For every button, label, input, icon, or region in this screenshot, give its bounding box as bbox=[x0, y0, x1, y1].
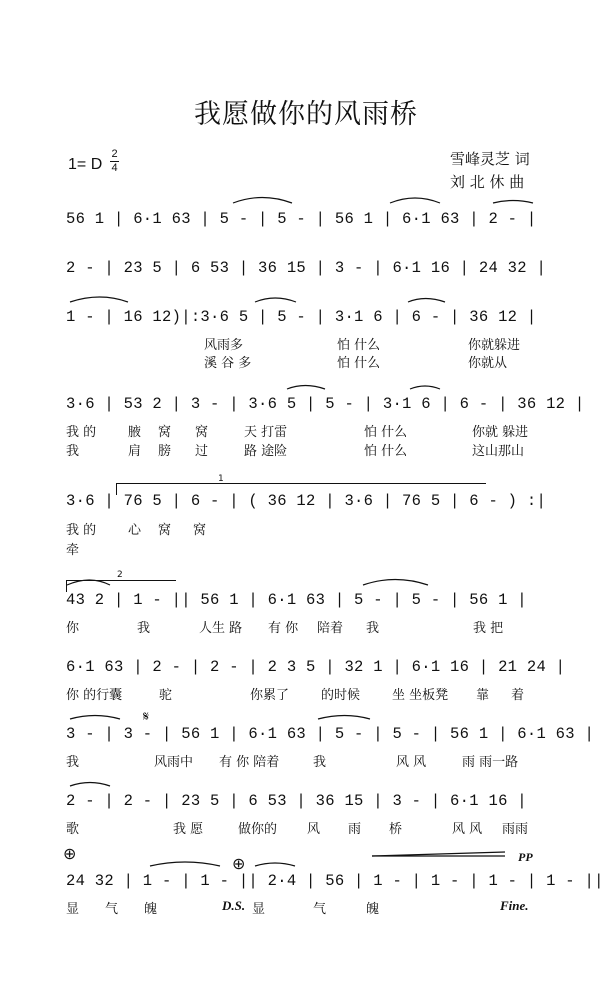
lyric: 怕 什么 bbox=[364, 444, 408, 459]
time-sig-top: 2 bbox=[111, 148, 118, 160]
lyric: 我 bbox=[137, 621, 151, 636]
lyric: 心 bbox=[128, 523, 142, 538]
lyric: 过 bbox=[195, 444, 209, 459]
lyric: 陪着 bbox=[317, 621, 344, 636]
lyric: 窝 bbox=[158, 523, 172, 538]
volta-1-label: 1 bbox=[218, 474, 224, 484]
lyricist: 雪峰灵芝 词 bbox=[450, 150, 530, 168]
lyric: 你就 躲进 bbox=[472, 425, 529, 440]
lyric: 溪 谷 多 bbox=[204, 356, 252, 371]
lyric: 你就躲进 bbox=[468, 338, 521, 353]
system-8-notes: 3 - | 3 - | 56 1 | 6·1 63 | 5 - | 5 - | 56 1 | 6·1 63 | bbox=[66, 725, 595, 743]
lyric: 雨 bbox=[348, 822, 362, 837]
lyric: 你累了 bbox=[250, 688, 290, 703]
system-10-notes: 24 32 | 1 - | 1 - || 2·4 | 56 | 1 - | 1 - | 1 - | 1 - || bbox=[66, 872, 604, 890]
lyric: 我 bbox=[66, 755, 80, 770]
lyric: 我 把 bbox=[473, 621, 504, 636]
lyric: 人生 路 bbox=[199, 621, 243, 636]
system-1-notes: 56 1 | 6·1 63 | 5 - | 5 - | 56 1 | 6·1 63 | 2 - | bbox=[66, 210, 537, 228]
lyric: 有 你 bbox=[268, 621, 299, 636]
lyric: 我 bbox=[66, 444, 80, 459]
lyric: 窝 bbox=[158, 425, 172, 440]
lyric: 靠 bbox=[476, 688, 490, 703]
slur bbox=[318, 716, 370, 720]
system-3-notes: 1 - | 16 12)|:3·6 5 | 5 - | 3·1 6 | 6 - | 36 12 | bbox=[66, 308, 537, 326]
lyric: 气 bbox=[313, 902, 327, 917]
lyric: 坐 坐板凳 bbox=[392, 688, 449, 703]
lyric: 腋 bbox=[128, 425, 142, 440]
lyric: 我 的 bbox=[66, 425, 97, 440]
lyric: 路 途险 bbox=[244, 444, 288, 459]
song-title: 我愿做你的风雨桥 bbox=[194, 99, 418, 130]
lyric: 做你的 bbox=[238, 822, 278, 837]
lyric: 的时候 bbox=[321, 688, 361, 703]
lyric: 这山那山 bbox=[472, 444, 525, 459]
volta-2-label: 2 bbox=[117, 570, 123, 580]
system-7-notes: 6·1 63 | 2 - | 2 - | 2 3 5 | 32 1 | 6·1 16 | 21 24 | bbox=[66, 658, 566, 676]
system-5-notes: 3·6 | 76 5 | 6 - | ( 36 12 | 3·6 | 76 5 | 6 - ) :| bbox=[66, 492, 547, 510]
lyric: 风 风 bbox=[452, 822, 483, 837]
lyric: 风 风 bbox=[396, 755, 427, 770]
segno-icon: 𝄋 bbox=[143, 709, 150, 725]
lyric: 怕 什么 bbox=[337, 338, 381, 353]
slur bbox=[408, 299, 445, 303]
key-signature: 1= D bbox=[68, 156, 103, 173]
lyric: 窝 bbox=[195, 425, 209, 440]
slur bbox=[70, 716, 120, 720]
lyric: 着 bbox=[511, 688, 525, 703]
lyric: 窝 bbox=[193, 523, 207, 538]
lyric: 你就从 bbox=[468, 356, 508, 371]
lyric: 雨 雨一路 bbox=[462, 755, 519, 770]
lyric: 魄 bbox=[144, 902, 158, 917]
ds-mark: D.S. bbox=[222, 898, 246, 913]
slur bbox=[363, 580, 428, 586]
slur bbox=[255, 863, 295, 866]
composer: 刘 北 休 曲 bbox=[450, 173, 525, 191]
system-9-notes: 2 - | 2 - | 23 5 | 6 53 | 36 15 | 3 - | 6·1 16 | bbox=[66, 792, 527, 810]
fine-mark: Fine. bbox=[500, 898, 529, 913]
lyric: 魄 bbox=[366, 902, 380, 917]
lyric: 我 bbox=[313, 755, 327, 770]
lyric: 怕 什么 bbox=[337, 356, 381, 371]
lyric: 歌 bbox=[66, 822, 80, 837]
lyric: 我 愿 bbox=[173, 822, 204, 837]
lyric: 我 的 bbox=[66, 523, 97, 538]
lyric: 你 的行囊 bbox=[66, 688, 123, 703]
lyric: 风雨多 bbox=[204, 338, 244, 353]
lyric: 桥 bbox=[389, 822, 403, 837]
slur bbox=[150, 862, 220, 866]
lyric: 显 bbox=[66, 902, 80, 917]
lyric: 风雨中 bbox=[154, 755, 194, 770]
slur bbox=[67, 580, 110, 585]
slur bbox=[70, 297, 128, 302]
slur bbox=[287, 386, 325, 390]
lyric: 我 bbox=[366, 621, 380, 636]
lyric: 你 bbox=[66, 621, 80, 636]
lyric: 驼 bbox=[159, 688, 173, 703]
system-4-notes: 3·6 | 53 2 | 3 - | 3·6 5 | 5 - | 3·1 6 | 6 - | 36 12 | bbox=[66, 395, 585, 413]
lyric: 天 打雷 bbox=[244, 425, 288, 440]
system-2-notes: 2 - | 23 5 | 6 53 | 36 15 | 3 - | 6·1 16 | 24 32 | bbox=[66, 259, 547, 277]
pp-mark: PP bbox=[518, 850, 533, 864]
lyric: 风 bbox=[307, 822, 321, 837]
coda-icon-right: ⊕ bbox=[232, 854, 246, 873]
lyric: 膀 bbox=[158, 444, 172, 459]
lyric: 雨雨 bbox=[502, 822, 529, 837]
lyric: 有 你 陪着 bbox=[219, 755, 280, 770]
coda-icon-left: ⊕ bbox=[63, 844, 77, 863]
slur bbox=[233, 198, 292, 204]
slur bbox=[493, 201, 533, 204]
lyric: 气 bbox=[105, 902, 119, 917]
lyric: 牵 bbox=[66, 543, 80, 558]
slur bbox=[390, 198, 440, 203]
lyric: 肩 bbox=[128, 444, 142, 459]
slur bbox=[255, 298, 296, 302]
slur bbox=[410, 386, 440, 389]
lyric: 显 bbox=[252, 902, 266, 917]
lyric: 怕 什么 bbox=[364, 425, 408, 440]
system-6-notes: 43 2 | 1 - || 56 1 | 6·1 63 | 5 - | 5 - | 56 1 | bbox=[66, 591, 527, 609]
time-sig-bottom: 4 bbox=[111, 162, 118, 174]
slur bbox=[70, 783, 110, 787]
